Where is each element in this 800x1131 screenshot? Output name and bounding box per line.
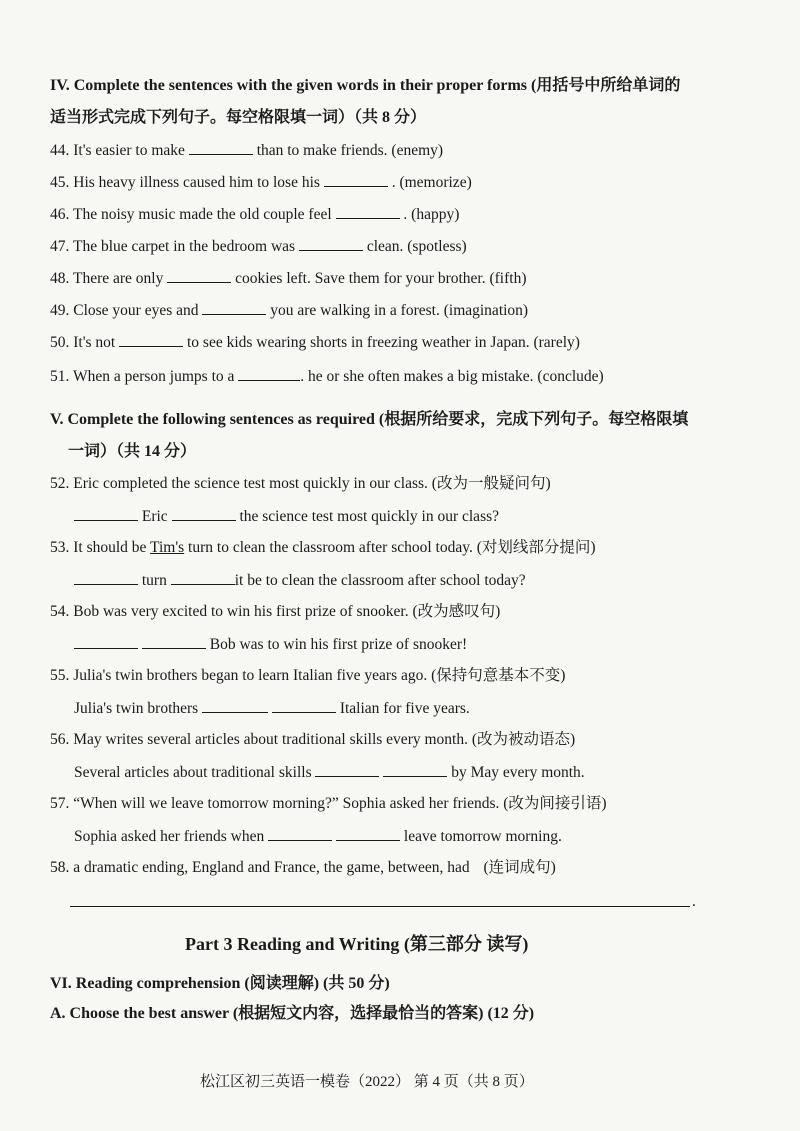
q58-answer-line[interactable] — [70, 906, 690, 907]
q56-answer-line — [74, 762, 585, 783]
part3-title: Part 3 Reading and Writing (第三部分 读写) — [185, 934, 529, 954]
q55-answer-line — [74, 698, 470, 719]
section4-title-line2: 适当形式完成下列句子。每空格限填一词）（共 8 分） — [50, 109, 427, 126]
q44-blank[interactable] — [189, 140, 253, 155]
q52-answer-line — [74, 506, 499, 527]
section5-title-line1: V. Complete the following sentences as required (根据所给要求，完成下列句子。每空格限填 — [50, 411, 689, 428]
q50-text-before: 50. It's not — [50, 334, 116, 351]
q52-text-after: the science test most quickly in our class? — [239, 508, 500, 525]
q53-text-tail: it be to clean the classroom after school today? — [234, 572, 526, 589]
question-44 — [50, 140, 443, 161]
question-45 — [50, 172, 472, 193]
q52-text-mid: Eric — [141, 508, 168, 525]
question-49 — [50, 300, 528, 321]
q53-prompt — [50, 538, 596, 558]
q55-prompt: 55. Julia's twin brothers began to learn Italian five years ago. (保持句意基本不变) — [50, 667, 566, 684]
question-47 — [50, 236, 467, 257]
q54-text-after: Bob was to win his first prize of snooker! — [209, 636, 468, 653]
q57-blank-1[interactable] — [268, 826, 332, 841]
q50-blank[interactable] — [119, 332, 183, 347]
q47-text-before: 47. The blue carpet in the bedroom was — [50, 238, 296, 255]
q55-blank-1[interactable] — [202, 698, 268, 713]
q57-text-before: Sophia asked her friends when — [74, 828, 265, 845]
q45-blank[interactable] — [324, 172, 388, 187]
section5-title-line2: 一词）（共 14 分） — [68, 443, 197, 460]
q51-text-after: . he or she often makes a big mistake. (conclude) — [300, 368, 604, 385]
q57-answer-line — [74, 826, 562, 847]
q56-text-after: by May every month. — [451, 764, 585, 781]
q57-text-after: leave tomorrow morning. — [403, 828, 562, 845]
q58-words: 58. a dramatic ending, England and France, the game, between, had — [50, 859, 470, 876]
q56-prompt: 56. May writes several articles about traditional skills every month. (改为被动语态) — [50, 731, 576, 748]
q48-blank[interactable] — [167, 268, 231, 283]
page-footer: 松江区初三英语一模卷（2022） 第 4 页（共 8 页） — [200, 1074, 534, 1090]
section6-title: VI. Reading comprehension (阅读理解) (共 50 分) — [50, 975, 390, 992]
q53-blank-1[interactable] — [74, 570, 138, 585]
q47-text-after: clean. (spotless) — [366, 238, 467, 255]
q54-blank-2[interactable] — [142, 634, 206, 649]
q46-blank[interactable] — [336, 204, 400, 219]
q57-blank-2[interactable] — [336, 826, 400, 841]
q53-text-after: turn to clean the classroom after school today. (对划线部分提问) — [188, 539, 596, 556]
q49-text-before: 49. Close your eyes and — [50, 302, 199, 319]
q48-text-after: cookies left. Save them for your brother. (fifth) — [235, 270, 527, 287]
q54-answer-line — [74, 634, 467, 655]
q58-prompt — [50, 858, 556, 878]
q58-end-period: . — [692, 893, 696, 910]
question-50 — [50, 332, 580, 353]
q49-blank[interactable] — [202, 300, 266, 315]
q50-text-after: to see kids wearing shorts in freezing weather in Japan. (rarely) — [186, 334, 580, 351]
q46-text-before: 46. The noisy music made the old couple feel — [50, 206, 332, 223]
q56-blank-2[interactable] — [383, 762, 447, 777]
q56-text-before: Several articles about traditional skills — [74, 764, 312, 781]
q52-blank-2[interactable] — [172, 506, 236, 521]
q52-blank-1[interactable] — [74, 506, 138, 521]
q45-text-after: . (memorize) — [391, 174, 472, 191]
q51-blank[interactable] — [238, 366, 300, 381]
q54-prompt: 54. Bob was very excited to win his first prize of snooker. (改为感叹句) — [50, 603, 501, 620]
q48-text-before: 48. There are only — [50, 270, 164, 287]
q51-text-before: 51. When a person jumps to a — [50, 368, 235, 385]
q53-underlined-word: Tim's — [150, 539, 185, 556]
q58-note: (连词成句) — [483, 859, 556, 876]
question-46 — [50, 204, 459, 225]
question-48 — [50, 268, 527, 289]
q53-text-mid: turn — [141, 572, 167, 589]
q55-blank-2[interactable] — [272, 698, 336, 713]
q52-prompt: 52. Eric completed the science test most quickly in our class. (改为一般疑问句) — [50, 475, 551, 492]
q55-text-after: Italian for five years. — [339, 700, 470, 717]
q55-text-before: Julia's twin brothers — [74, 700, 199, 717]
q44-text-before: 44. It's easier to make — [50, 142, 185, 159]
q45-text-before: 45. His heavy illness caused him to lose his — [50, 174, 320, 191]
q57-prompt: 57. “When will we leave tomorrow morning?” Sophia asked her friends. (改为间接引语) — [50, 795, 607, 812]
question-51 — [50, 366, 604, 387]
q49-text-after: you are walking in a forest. (imagination) — [270, 302, 529, 319]
q56-blank-1[interactable] — [315, 762, 379, 777]
q47-blank[interactable] — [299, 236, 363, 251]
q46-text-after: . (happy) — [403, 206, 460, 223]
sectionA-title: A. Choose the best answer (根据短文内容，选择最恰当的答案) (12 分) — [50, 1005, 535, 1022]
q44-text-after: than to make friends. (enemy) — [256, 142, 444, 159]
section4-title-line1: IV. Complete the sentences with the given words in their proper forms (用括号中所给单词的 — [50, 77, 681, 94]
q53-text-before: 53. It should be — [50, 539, 147, 556]
q53-blank-2[interactable] — [171, 570, 235, 585]
q54-blank-1[interactable] — [74, 634, 138, 649]
q53-answer-line — [74, 570, 526, 591]
